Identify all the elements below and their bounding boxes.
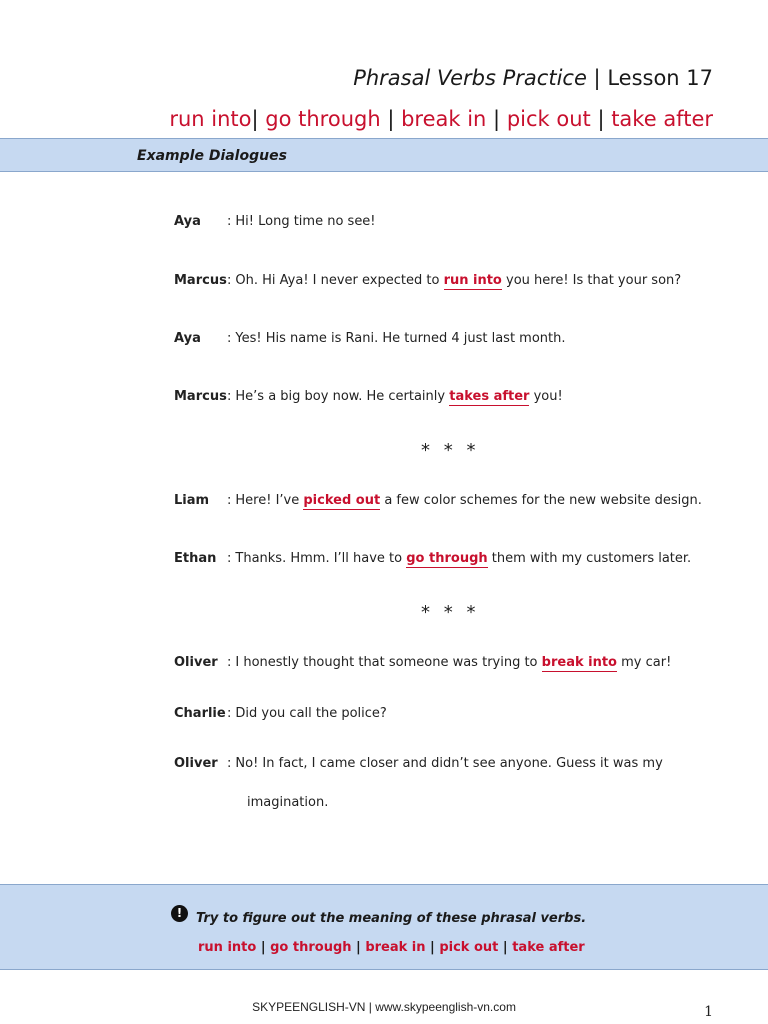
speaker-name: Oliver [174,756,218,771]
heading-verb: pick out [506,107,591,131]
phrasal-verb-highlight: takes after [449,389,530,404]
line-continuation: imagination. [247,795,329,810]
dialogue-line: Marcus: Oh. Hi Aya! I never expected to run into you here! Is that your son? [174,273,682,288]
line-text: I honestly thought that someone was trying to [235,655,542,670]
line-text: my car! [617,655,672,670]
line-text: Hi! Long time no see! [235,214,376,229]
line-text: Here! I’ve [235,493,304,508]
title-main: Phrasal Verbs Practice [353,66,587,90]
page-title [353,66,713,90]
footer-text: SKYPEENGLISH-VN | www.skypeenglish-vn.com [252,1000,516,1014]
tip-verb: pick out [439,940,499,955]
line-text: you here! Is that your son? [501,273,682,288]
dialogue-line: Aya : Yes! His name is Rani. He turned 4 just last month. [174,331,566,346]
tip-verb: go through [270,940,352,955]
phrasal-verbs-heading: run into| go through | break in | pick out | take after [169,107,713,131]
speaker-name: Ethan [174,551,217,566]
speaker-name: Liam [174,493,210,508]
line-text: Oh. Hi Aya! I never expected to [235,273,444,288]
tip-verb: break in [365,940,426,955]
section-header-bar [0,138,768,172]
phrasal-verb-highlight: break into [541,655,617,670]
speaker-name: Marcus [174,273,227,288]
dialogue-line: Aya : Hi! Long time no see! [174,214,376,229]
title-separator: | [586,66,608,90]
heading-verb: run into [169,107,252,131]
page-number: 1 [704,1004,713,1020]
speaker-name: Aya [174,214,201,229]
dialogue-line: Oliver : I honestly thought that someone was trying to break into my car! [174,655,672,670]
phrasal-verb-highlight: picked out [303,493,381,508]
line-text: Did you call the police? [235,706,387,721]
dialogue-line: Marcus: He’s a big boy now. He certainly takes after you! [174,389,563,404]
tip-verbs: run into | go through | break in | pick out | take after [198,940,585,955]
speaker-name: Marcus [174,389,227,404]
heading-verb: take after [611,107,713,131]
speaker-name: Aya [174,331,201,346]
section-title: Example Dialogues [137,148,287,164]
dialogue-line: Charlie: Did you call the police? [174,706,387,721]
dialogue-line: Ethan : Thanks. Hmm. I’ll have to go through them with my customers later. [174,551,692,566]
phrasal-verb-highlight: go through [406,551,488,566]
separator-stars: * * * [421,440,480,461]
tip-box [0,884,768,970]
line-text: Yes! His name is Rani. He turned 4 just last month. [235,331,566,346]
speaker-name: Charlie [174,706,226,721]
speaker-name: Oliver [174,655,218,670]
heading-verb: go through [265,107,381,131]
line-text: He’s a big boy now. He certainly [235,389,450,404]
dialogue-line: Liam : Here! I’ve picked out a few color schemes for the new website design. [174,493,702,508]
tip-text: Try to figure out the meaning of these phrasal verbs. [196,911,587,926]
exclamation-icon: ! [171,905,188,922]
tip-verb: take after [512,940,585,955]
heading-verb: break in [401,107,487,131]
line-text: Thanks. Hmm. I’ll have to [235,551,407,566]
tip-verb: run into [198,940,257,955]
dialogue-line: Oliver : No! In fact, I came closer and didn’t see anyone. Guess it was my [174,756,663,771]
phrasal-verb-highlight: run into [443,273,502,288]
line-text: No! In fact, I came closer and didn’t see anyone. Guess it was my [235,756,663,771]
title-lesson: Lesson 17 [607,66,713,90]
line-text: them with my customers later. [487,551,692,566]
separator-stars: * * * [421,602,480,623]
line-text: you! [529,389,563,404]
line-text: a few color schemes for the new website design. [380,493,702,508]
